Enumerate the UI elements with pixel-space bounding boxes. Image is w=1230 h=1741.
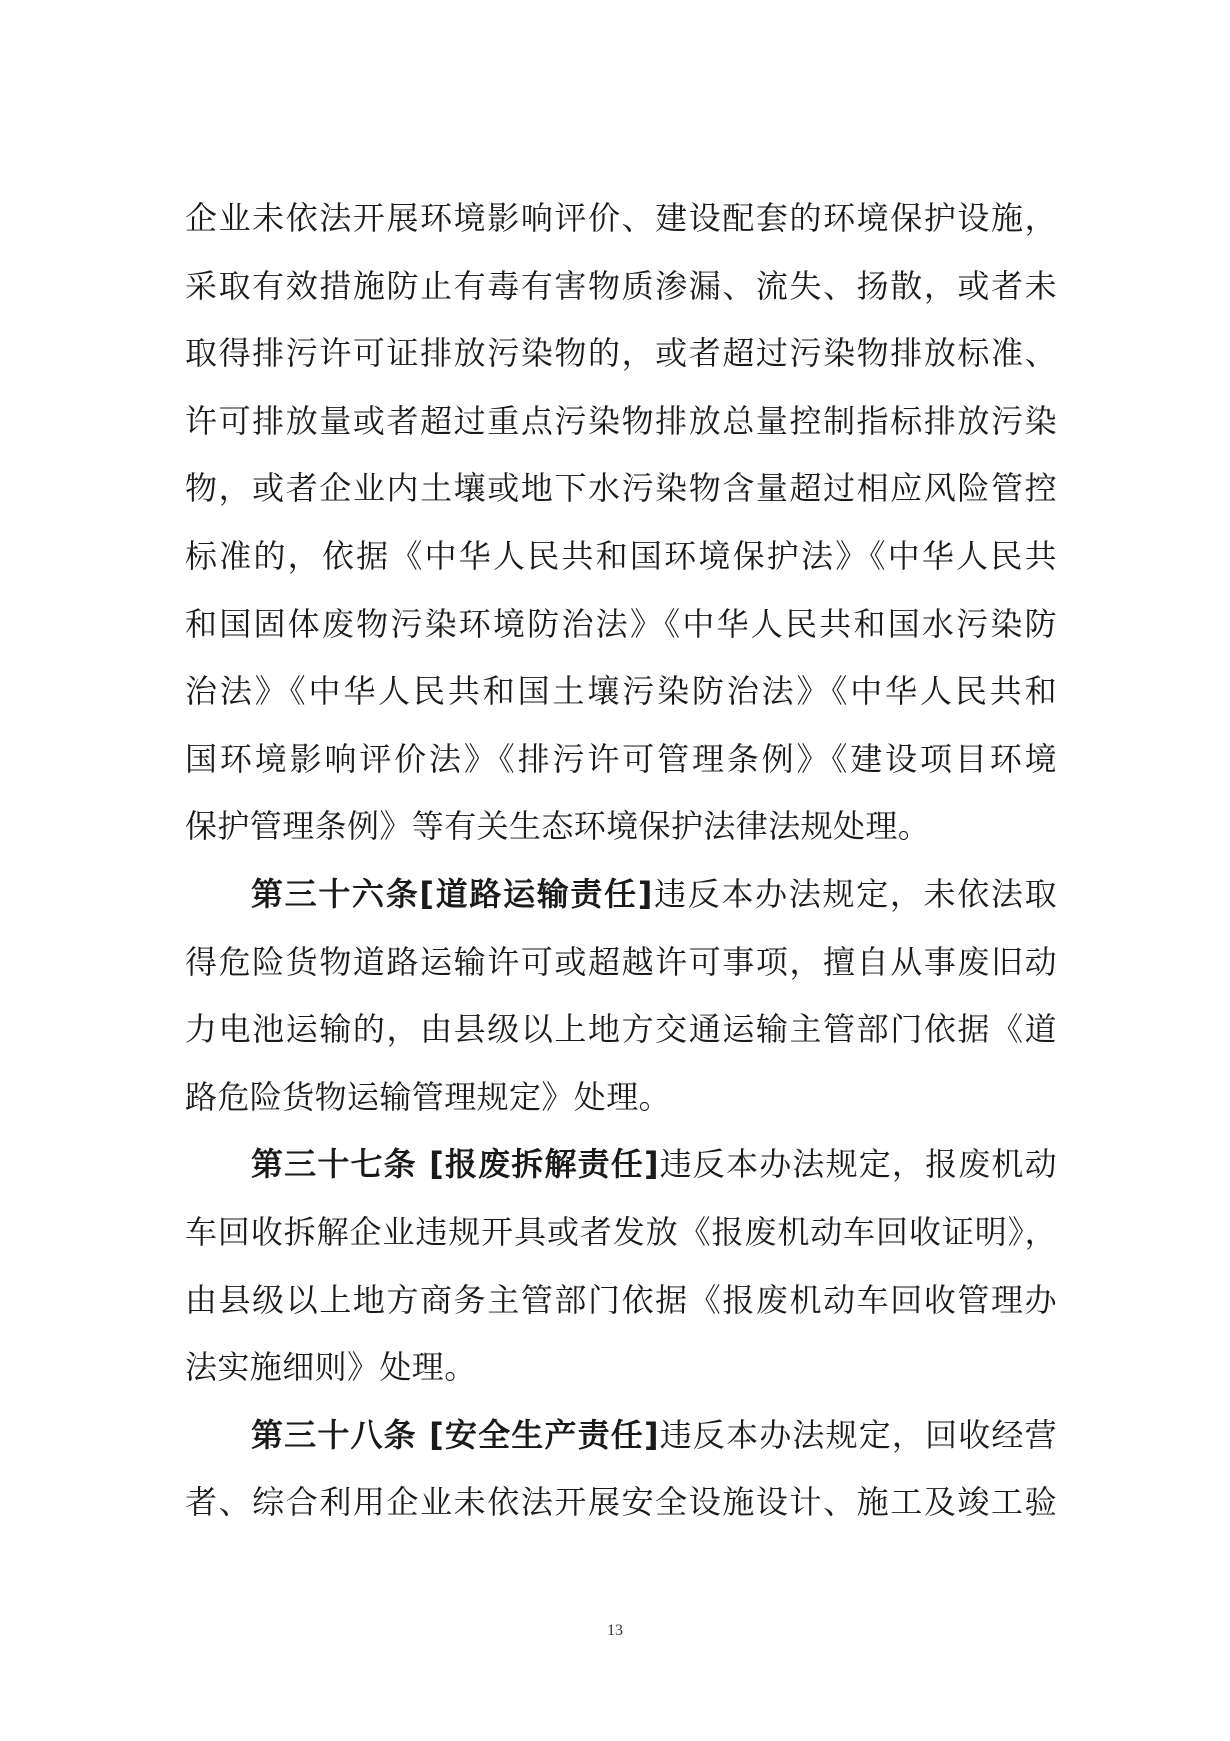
text-line: 路危险货物运输管理规定》处理。	[185, 1077, 672, 1116]
text-line: 标准的，依据《中华人民共和国环境保护法》《中华人民共	[185, 536, 1057, 575]
text-line: 力电池运输的，由县级以上地方交通运输主管部门依据《道	[185, 1010, 1057, 1049]
text-line: 者、综合利用企业未依法开展安全设施设计、施工及竣工验	[185, 1483, 1057, 1522]
article-36-heading: 第三十六条[道路运输责任]	[251, 874, 653, 913]
article-38-heading: 第三十八条 [安全生产责任]	[251, 1415, 659, 1454]
text-line: 采取有效措施防止有毒有害物质渗漏、流失、扬散，或者未	[185, 266, 1057, 305]
text-line: 许可排放量或者超过重点污染物排放总量控制指标排放污染	[185, 401, 1057, 440]
text-line: 取得排污许可证排放污染物的，或者超过污染物排放标准、	[185, 334, 1057, 373]
article-36-first-line	[185, 861, 1057, 929]
text-line: 国环境影响评价法》《排污许可管理条例》《建设项目环境	[185, 739, 1057, 778]
text-line: 企业未依法开展环境影响评价、建设配套的环境保护设施，	[185, 199, 1057, 237]
article-37-heading: 第三十七条 [报废拆解责任]	[251, 1145, 659, 1184]
article-37-first-line	[185, 1131, 1057, 1199]
body-text	[185, 185, 1057, 1537]
text-line: 得危险货物道路运输许可或超越许可事项，擅自从事废旧动	[185, 942, 1057, 981]
text-line: 和国固体废物污染环境防治法》《中华人民共和国水污染防	[185, 604, 1057, 643]
text-line: 车回收拆解企业违规开具或者发放《报废机动车回收证明》，	[185, 1212, 1057, 1251]
page-number: 13	[607, 1622, 623, 1639]
text-line: 法实施细则》处理。	[185, 1348, 477, 1387]
text-line: 保护管理条例》等有关生态环境保护法律法规处理。	[185, 807, 931, 846]
text-line: 由县级以上地方商务主管部门依据《报废机动车回收管理办	[185, 1280, 1057, 1319]
article-37-text: 违反本办法规定，报废机动	[658, 1145, 1057, 1184]
text-line: 治法》《中华人民共和国土壤污染防治法》《中华人民共和	[185, 672, 1057, 711]
article-36-text: 违反本办法规定，未依法取	[652, 874, 1057, 913]
text-line: 物，或者企业内土壤或地下水污染物含量超过相应风险管控	[185, 469, 1057, 508]
article-38-first-line	[185, 1402, 1057, 1470]
article-38-text: 违反本办法规定，回收经营	[658, 1415, 1057, 1454]
